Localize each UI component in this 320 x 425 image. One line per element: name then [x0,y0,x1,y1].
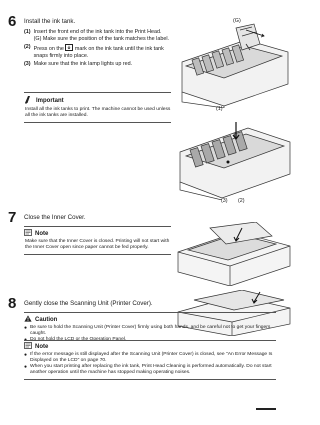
important-box [24,92,171,123]
note-text: Make sure that the Inner Cover is closed. Printing will not start with the Inner Cover open since paper cannot be fed properly. [25,239,170,250]
substep-2 [24,44,170,59]
step-7-title: Close the Inner Cover. [24,214,86,221]
substep-text-secondary: (G) Make sure the position of the tank matches the label. [33,35,170,42]
step-6-number: 6 [8,13,17,30]
note-header [24,342,276,351]
callout-1: (1) [216,106,223,112]
ink-tank-snap-figure [176,118,292,204]
note-box-step-8 [24,340,276,380]
step-8-title: Gently close the Scanning Unit (Printer Cover). [24,300,153,307]
substep-text: Make sure that the ink lamp lights up red. [33,61,133,68]
inner-cover-figure [176,222,292,286]
note-item: ● When you start printing after replacing the ink tank, Print Head Cleaning is performed automatically. Do not start another operation until the machine has stopped making operating noises. [24,364,272,375]
exclamation-icon [24,95,33,106]
substep-text: Press on the [33,46,64,53]
important-label: Important [36,97,64,104]
substep-1 [24,29,170,42]
step-6-substeps [24,29,170,68]
note-icon [24,342,32,351]
caution-triangle-icon [24,315,32,324]
substep-number: (2) [24,44,31,51]
step-7-number: 7 [8,209,17,226]
note-item: ● If the error message is still displayed after the Scanning Unit (Printer Cover) is closed, see "An Error Message Is Displayed on the LCD" on page 70. [24,352,273,363]
substep-text: mark on the ink tank until the ink tank snaps firmly into place. [33,46,164,59]
note-box-step-7 [24,226,171,255]
note-label: Note [35,230,49,237]
substep-number: (3) [24,61,31,68]
note-header [24,229,171,238]
press-mark-icon [65,44,73,51]
caution-label: Caution [35,316,58,323]
caution-item: ● Be sure to hold the Scanning Unit (Printer Cover) firmly using both hands, and be careful not to get your fingers caught. [24,325,271,336]
ink-tank-insert-figure [176,18,292,112]
caution-item: ● Do not hold the LCD or the Operation Panel. [24,337,127,343]
callout-g: (G) [233,18,241,24]
substep-3 [24,61,170,68]
callout-2: (2) [238,198,245,204]
substep-number: (1) [24,29,31,35]
callout-3: (3) [221,198,228,204]
page-footer-rule [256,408,276,410]
note-label: Note [35,343,49,350]
caution-header [24,315,276,324]
important-header [24,95,171,106]
step-8-number: 8 [8,295,17,312]
important-text: Install all the ink tanks to print. The machine cannot be used unless all the ink tanks are installed. [25,107,171,118]
step-6-title: Install the ink tank. [24,18,76,25]
substep-text: Insert the front end of the ink tank into the Print Head. [33,29,162,35]
note-icon [24,229,32,238]
